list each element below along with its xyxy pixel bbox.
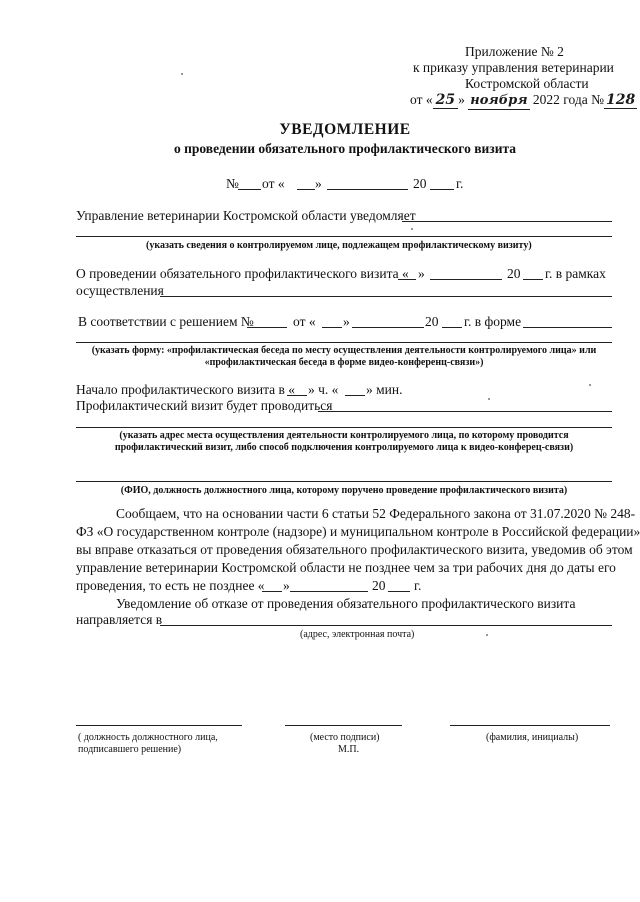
decision-close-quote: » [343, 314, 350, 329]
official-blank[interactable] [76, 481, 612, 482]
notice-para2-line-2: направляется в [76, 612, 163, 627]
number-year-prefix: 20 [413, 176, 427, 191]
deadline-month-blank[interactable] [290, 591, 368, 592]
refusal-address-blank[interactable] [160, 625, 612, 626]
start-minutes-text: » мин. [366, 382, 403, 397]
document-title: УВЕДОМЛЕНИЕ [279, 121, 411, 138]
notice-para1-line-1: Сообщаем, что на основании части 6 статьи 52 Федерального закона от 31.07.2020 № 248- [116, 506, 636, 521]
notice-para1-close-quote: » [283, 578, 290, 593]
decision-form-text: г. в форме [464, 314, 522, 329]
decision-number-blank[interactable] [247, 327, 287, 328]
number-from: от « [262, 176, 285, 191]
hint-address-line-1: (указать адрес места осуществления деятельности контролируемого лица, по которому проводится [119, 430, 569, 441]
signature-stamp-label: М.П. [338, 744, 360, 755]
deadline-year-blank[interactable] [388, 591, 410, 592]
start-minutes-blank[interactable] [345, 395, 365, 396]
start-hours-text: » ч. « [308, 382, 339, 397]
notice-para1-year-prefix: 20 [372, 578, 386, 593]
appendix-date-mid: » [458, 92, 465, 107]
place-signature-line[interactable] [285, 725, 402, 726]
conducted-text: Профилактический визит будет проводиться [76, 398, 333, 413]
decision-day-blank[interactable] [322, 327, 342, 328]
hint-address-line-2: профилактический визит, либо способ подключения контролируемого лица к видео-конферец-связи) [114, 442, 574, 453]
implementation-text: осуществления [76, 283, 164, 298]
visit-year-prefix: 20 [507, 266, 521, 281]
handwritten-day: 25 [433, 92, 458, 109]
signature-place-label: (место подписи) [310, 732, 380, 743]
appendix-date-prefix: от « [410, 92, 433, 107]
notice-para1-line-4: управление ветеринарии Костромской области не позднее чем за три рабочих дня до даты его [76, 560, 616, 575]
visit-prefix: О проведении обязательного профилактического визита « [76, 266, 409, 281]
signature-name-label: (фамилия, инициалы) [486, 732, 579, 743]
scan-speck [488, 398, 490, 400]
hint-controlled-person: (указать сведения о контролируемом лице, подлежащем профилактическому визиту) [146, 240, 532, 251]
notice-para1-year-suffix: г. [414, 578, 422, 593]
appendix-line-1: Приложение № 2 [465, 44, 564, 59]
decision-month-blank[interactable] [352, 327, 424, 328]
visit-day-blank[interactable] [398, 279, 416, 280]
document-subtitle: о проведении обязательного профилактического визита [173, 141, 517, 156]
scan-speck [411, 228, 413, 230]
scan-speck [486, 634, 488, 636]
deadline-day-blank[interactable] [262, 591, 282, 592]
number-blank[interactable] [238, 189, 261, 190]
hint-address-email: (адрес, электронная почта) [300, 629, 415, 640]
hint-official: (ФИО, должность должностного лица, которому поручено проведение профилактического визита) [120, 485, 568, 496]
number-month-blank[interactable] [327, 189, 408, 190]
name-signature-line[interactable] [450, 725, 610, 726]
decision-year-prefix: 20 [425, 314, 439, 329]
controlled-person-blank-1[interactable] [402, 221, 612, 222]
notice-para1-last-prefix: проведения, то есть не позднее « [76, 578, 265, 593]
number-label: № [226, 176, 239, 191]
scan-speck [589, 384, 591, 386]
decision-form-blank[interactable] [523, 327, 612, 328]
decision-year-blank[interactable] [442, 327, 462, 328]
notice-para1-line-2: ФЗ «О государственном контроле (надзоре) и муниципальном контроле в Российской федерации» [76, 524, 640, 539]
visit-suffix: г. в рамках [545, 266, 606, 281]
conducted-blank-2[interactable] [76, 427, 612, 428]
hint-form-line-1: (указать форму: «профилактическая беседа по месту осуществления деятельности контролируемого лица» или [91, 345, 597, 356]
visit-close-quote: » [418, 266, 425, 281]
number-year-suffix: г. [456, 176, 464, 191]
notice-para1-line-3: вы вправе отказаться от проведения обязательного профилактического визита, уведомив об этом [76, 542, 633, 557]
position-signature-line[interactable] [76, 725, 242, 726]
decision-prefix: В соответствии с решением № [78, 314, 254, 329]
number-year-blank[interactable] [430, 189, 454, 190]
start-hours-blank[interactable] [287, 395, 307, 396]
appendix-date-line [410, 92, 637, 110]
appendix-line-2: к приказу управления ветеринарии [413, 60, 614, 75]
appendix-year: 2022 года № [532, 92, 604, 107]
notice-para2-line-1: Уведомление об отказе от проведения обязательного профилактического визита [116, 596, 576, 611]
handwritten-month: ноября [470, 93, 528, 108]
decision-form-blank-2[interactable] [76, 342, 612, 343]
scan-speck [181, 73, 183, 75]
number-day-blank[interactable] [297, 189, 315, 190]
visit-month-blank[interactable] [430, 279, 502, 280]
hint-form-line-2: «профилактическая беседа в форме видео-конференц-связи») [204, 357, 484, 368]
conducted-blank[interactable] [318, 411, 612, 412]
signature-position-line-1: ( должность должностного лица, [78, 732, 218, 743]
number-close-quote: » [315, 176, 322, 191]
handwritten-number: 128 [605, 92, 636, 108]
start-prefix: Начало профилактического визита в « [76, 382, 296, 397]
notifies-text: Управление ветеринарии Костромской области уведомляет [76, 208, 416, 223]
controlled-person-blank-2[interactable] [76, 236, 612, 237]
appendix-line-3: Костромской области [465, 76, 589, 91]
visit-year-blank[interactable] [523, 279, 543, 280]
signature-position-line-2: подписавшего решение) [78, 744, 182, 755]
decision-from: от « [293, 314, 316, 329]
implementation-blank[interactable] [160, 296, 612, 297]
